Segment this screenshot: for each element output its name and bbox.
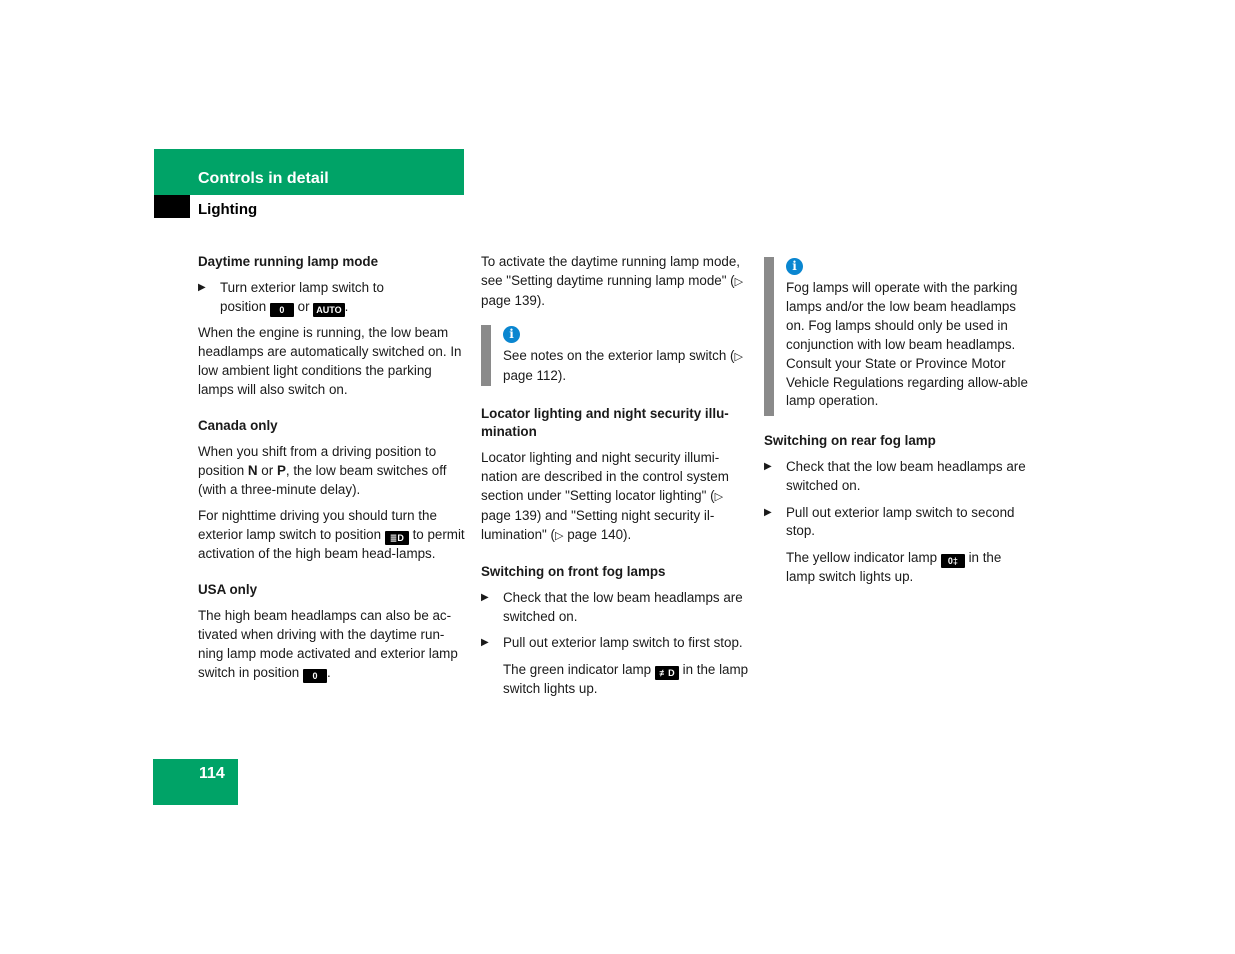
heading-front-fog: Switching on front fog lamps [481,563,666,579]
paragraph-nighttime: For nighttime driving you should turn the exterior lamp switch to position ≣D to permit activation of the high beam head-lamps. [198,508,465,561]
bullet-arrow-icon: ▶ [198,281,206,293]
switch-position-zero-icon: 0 [270,303,294,317]
instruction-pull-first-stop: ▶ Pull out exterior lamp switch to first stop. [481,634,749,653]
bullet-arrow-icon: ▶ [764,506,772,518]
paragraph-green-indicator: The green indicator lamp ≢D in the lamp switch lights up. [503,661,749,696]
low-beam-icon: ≣D [385,531,409,545]
switch-position-zero-icon: 0 [303,669,327,683]
page-number: 114 [199,765,225,782]
paragraph-engine-running: When the engine is running, the low beam headlamps are automatically switched on. In low ambient light conditions the parking lamps will also switch on. [198,325,462,398]
bullet-arrow-icon: ▶ [481,637,489,649]
column-right [764,253,1032,594]
rear-fog-lamp-icon: 0‡ [941,554,965,568]
info-text: See notes on the exterior lamp switch (▷ page 112). [503,347,743,383]
paragraph-canada: When you shift from a driving position to position N or P, the low beam switches off (with a three-minute delay). [198,443,447,497]
paragraph-usa: The high beam headlamps can also be ac-tivated when driving with the daytime run-ning lamp mode activated and exterior lamp switch in position 0 . [198,607,458,681]
heading-rear-fog: Switching on rear fog lamp [764,433,936,449]
page-reference-icon: ▷ [714,491,724,504]
info-note-fog-lamps [764,257,1032,416]
info-text: Fog lamps will operate with the parking lamps and/or the low beam headlamps on. Fog lamps should only be used in conjunction with low beam headlamps. Consult your State or Province Motor Vehicle Regulations regarding allow-able lamp operation. [786,280,1028,409]
heading-daytime-running: Daytime running lamp mode [198,254,379,269]
page-reference-icon: ▷ [554,529,564,542]
instruction-check-low-beam: ▶ Check that the low beam headlamps are switched on. [481,589,743,624]
instruction-pull-second-stop: ▶ Pull out exterior lamp switch to second stop. [764,504,1015,539]
subsection-marker [154,195,190,218]
page-reference-icon: ▷ [734,350,743,363]
info-icon: i [503,326,520,343]
column-left [198,253,466,690]
instruction-check-low-beam: ▶ Check that the low beam headlamps are switched on. [764,459,1026,494]
bullet-arrow-icon: ▶ [481,591,489,603]
heading-locator-lighting: Locator lighting and night security illu-mination [481,405,729,440]
section-title: Controls in detail [198,170,329,187]
info-bar [764,257,774,416]
info-note-lamp-switch [481,325,749,386]
paragraph-activate-daytime: To activate the daytime running lamp mode, see "Setting daytime running lamp mode" (▷ page 139). [481,254,744,308]
heading-canada-only: Canada only [198,417,278,433]
paragraph-yellow-indicator: The yellow indicator lamp 0‡ in the lamp switch lights up. [786,549,1002,584]
page-reference-icon: ▷ [734,275,744,288]
instruction-turn-switch: ▶ Turn exterior lamp switch to position 0 or AUTO . [198,279,384,315]
switch-position-auto-icon: AUTO [313,303,344,317]
page-number-tab [153,759,238,805]
info-bar [481,325,491,386]
front-fog-lamp-icon: ≢D [655,666,679,680]
column-middle [481,253,749,706]
info-icon: i [786,258,803,275]
bullet-arrow-icon: ▶ [764,461,772,473]
paragraph-locator: Locator lighting and night security illumi-nation are described in the control system section under "Setting locator lighting" (▷ page 139) and "Setting night security il-lumination" (▷ page 140). [481,450,729,542]
subsection-title: Lighting [198,201,258,218]
heading-usa-only: USA only [198,581,258,597]
